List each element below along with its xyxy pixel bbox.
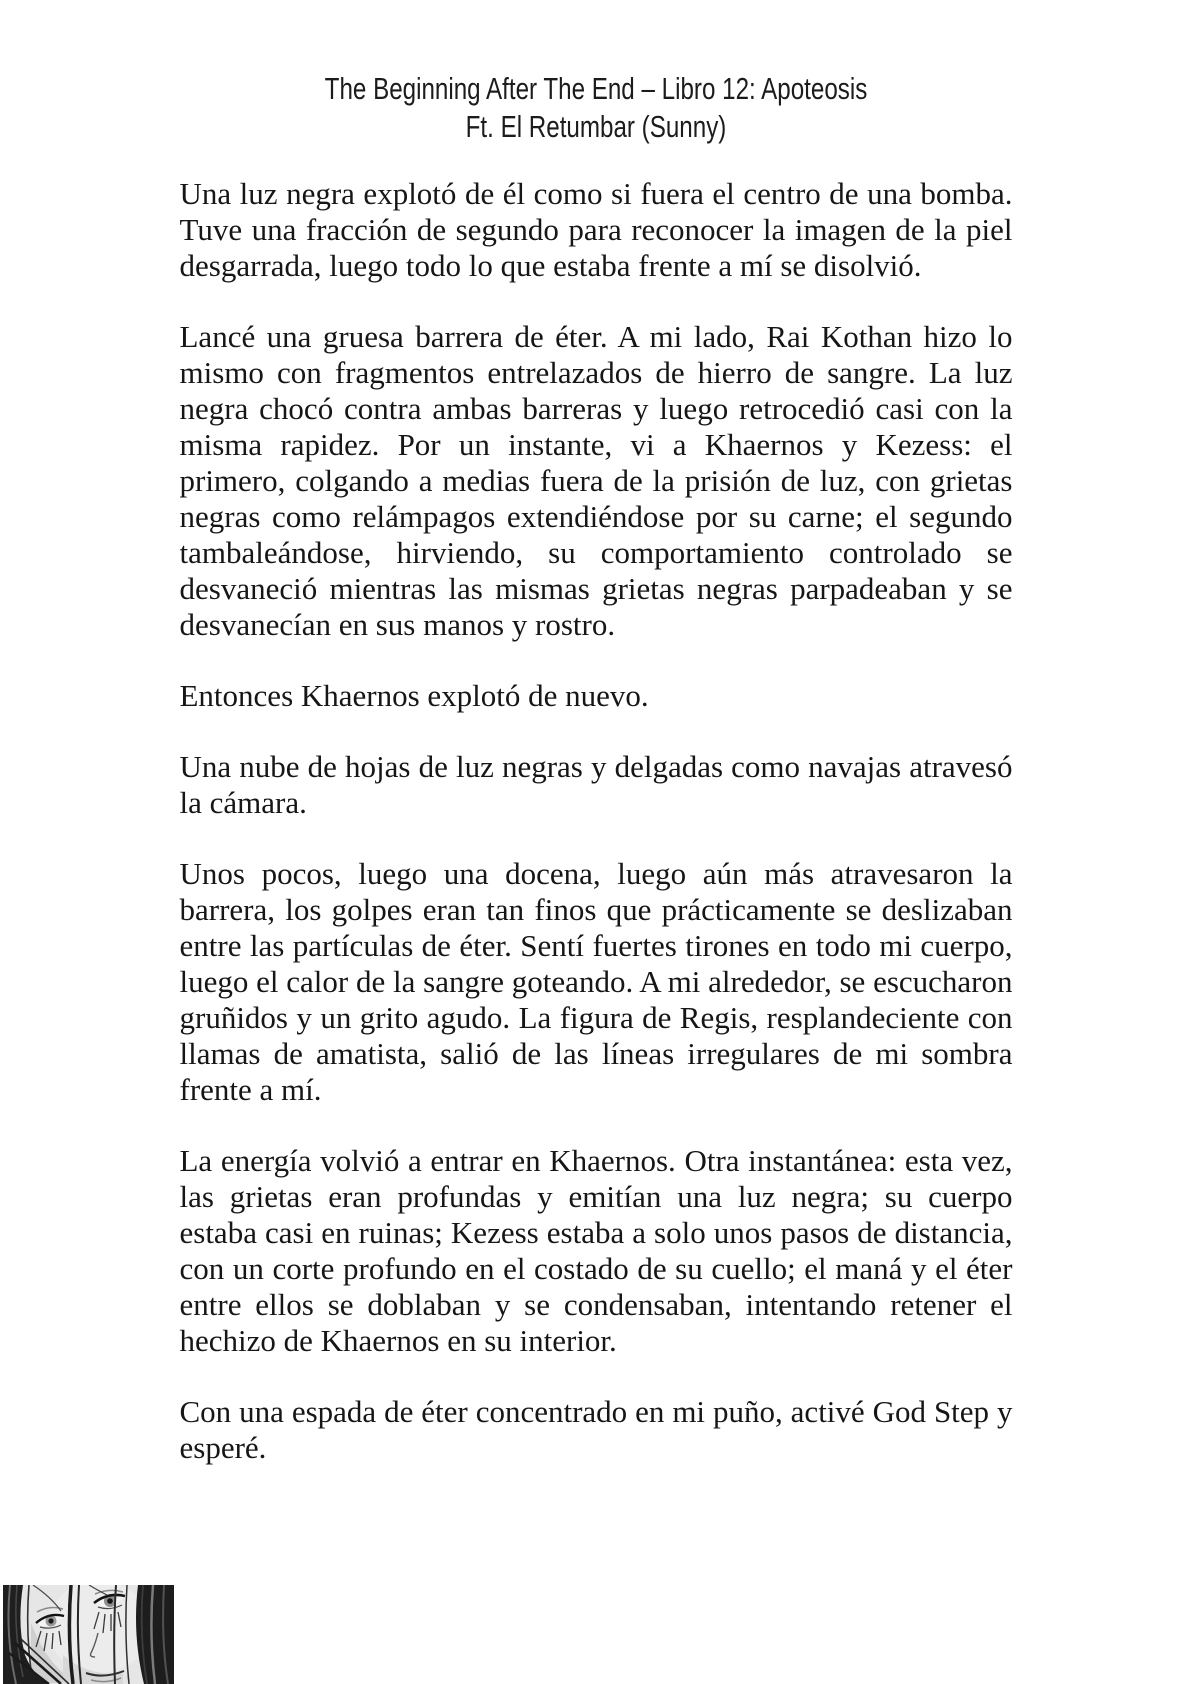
manga-face-image: [3, 1585, 174, 1684]
paragraph-7: Con una espada de éter concentrado en mi puño, activé God Step y esperé.: [179, 1394, 1013, 1465]
paragraph-1: Una luz negra explotó de él como si fuera el centro de una bomba. Tuve una fracción de segundo para reconocer la imagen de la piel desgarrada, luego todo lo que estaba frente a mí se disolvió.: [179, 176, 1013, 283]
doc-title-line1: The Beginning After The End – Libro 12: Apoteosis: [324, 71, 868, 106]
paragraph-4: Una nube de hojas de luz negras y delgadas como navajas atravesó la cámara.: [179, 749, 1013, 820]
paragraph-3: Entonces Khaernos explotó de nuevo.: [179, 678, 649, 713]
paragraph-6: La energía volvió a entrar en Khaernos. Otra instantánea: esta vez, las grietas eran profundas y emitían una luz negra; su cuerpo estaba casi en ruinas; Kezess estaba a solo unos pasos de distancia, con un corte profundo en el costado de su cuello; el maná y el éter entre ellos se doblaban y se condensaban, intentando retener el hechizo de Khaernos en su interior.: [179, 1143, 1013, 1358]
document-body: [180, 176, 1013, 1466]
document-header: [0, 0, 1192, 146]
paragraph-5: Unos pocos, luego una docena, luego aún más atravesaron la barrera, los golpes eran tan finos que prácticamente se deslizaban entre las partículas de éter. Sentí fuertes tirones en todo mi cuerpo, luego el calor de la sangre goteando. A mi alrededor, se escucharon gruñidos y un grito agudo. La figura de Regis, resplandeciente con llamas de amatista, salió de las líneas irregulares de mi sombra frente a mí.: [179, 856, 1013, 1107]
paragraph-2: Lancé una gruesa barrera de éter. A mi lado, Rai Kothan hizo lo mismo con fragmentos entrelazados de hierro de sangre. La luz negra chocó contra ambas barreras y luego retrocedió casi con la misma rapidez. Por un instante, vi a Khaernos y Kezess: el primero, colgando a medias fuera de la prisión de luz, con grietas negras como relámpagos extendiéndose por su carne; el segundo tambaleándose, hirviendo, su comportamiento controlado se desvaneció mientras las mismas grietas negras parpadeaban y se desvanecían en sus manos y rostro.: [179, 319, 1013, 642]
manga-face-closeup-artwork: [3, 1585, 174, 1684]
doc-title-line2: Ft. El Retumbar (Sunny): [465, 109, 727, 144]
